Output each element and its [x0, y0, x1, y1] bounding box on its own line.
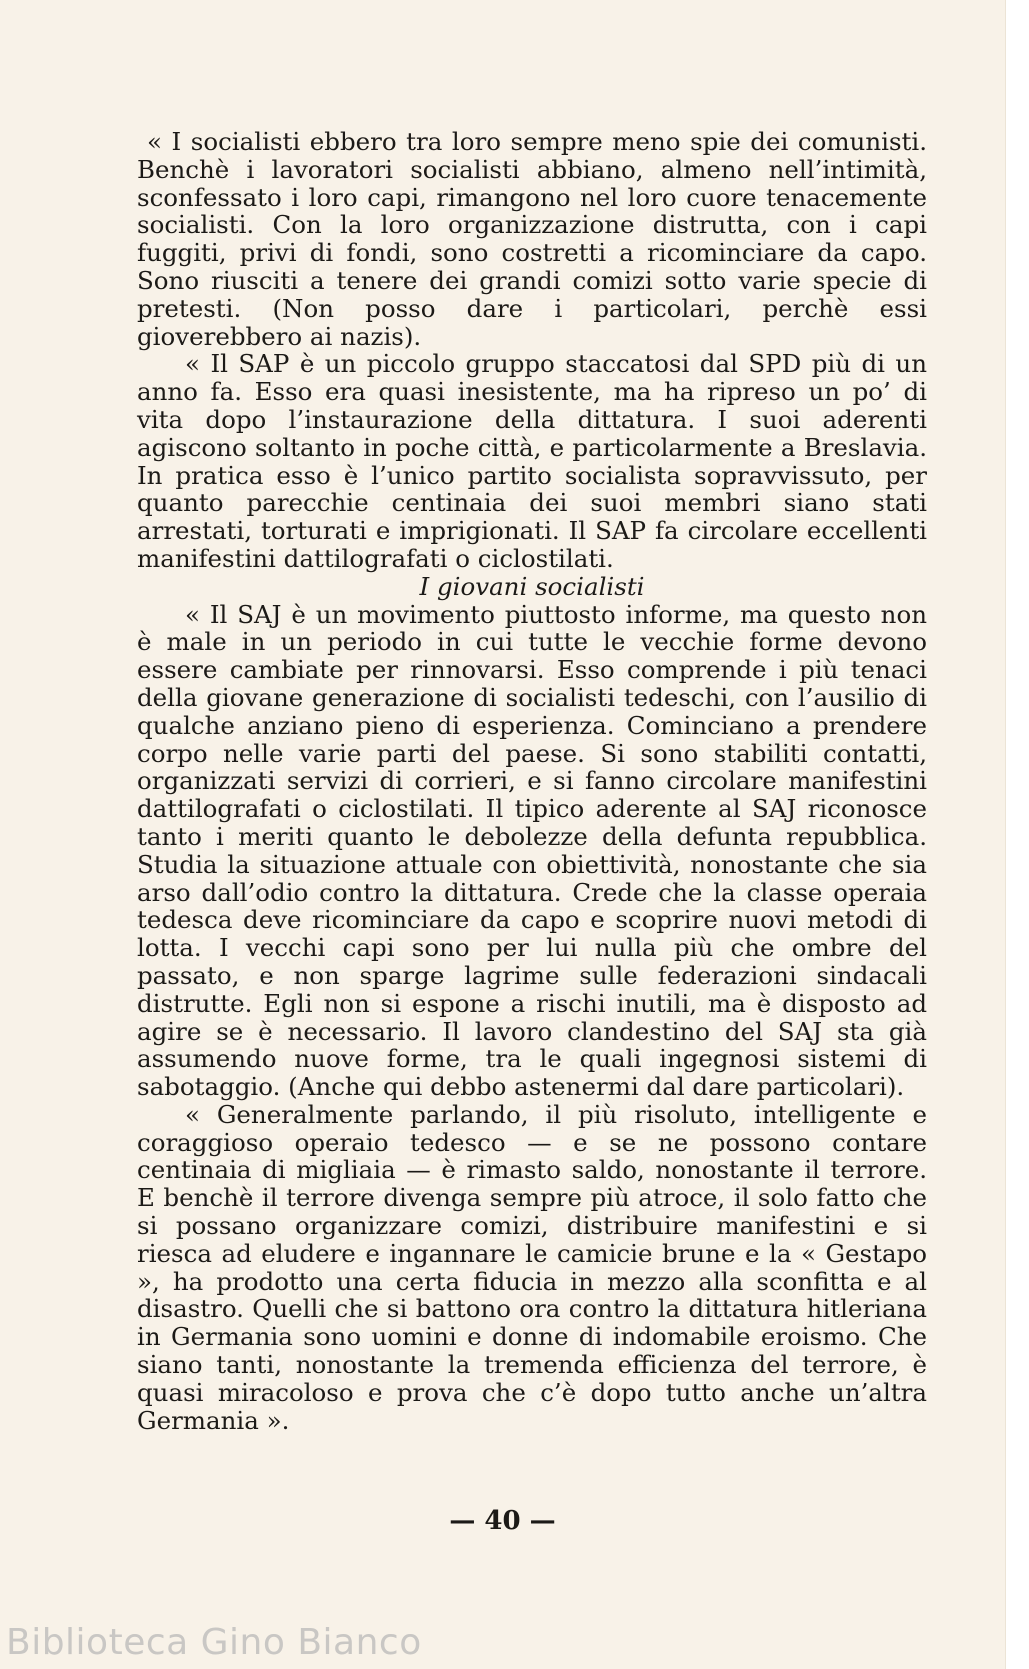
section-heading: I giovani socialisti [419, 571, 645, 601]
body-text [137, 128, 927, 1434]
paragraph-socialists-spies: « I socialisti ebbero tra loro sempre meno spie dei comunisti. Benchè i lavoratori socialisti abbiano, almeno nell’intimità, sconfessato i loro capi, rimangono nel loro cuore tenacemente socialisti. Con la loro organizzazione distrutta, con i capi fuggiti, privi di fondi, sono costretti a ricominciare da capo. Sono riusciti a tenere dei grandi comizi sotto varie specie di pretesti. (Non posso dare i particolari, perchè essi gioverebbero ai nazis). [137, 127, 927, 351]
library-watermark: Biblioteca Gino Bianco [6, 1622, 422, 1663]
paragraph-saj-movement: « Il SAJ è un movimento piuttosto informe, ma questo non è male in un periodo in cui tutte le vecchie forme devono essere cambiate per rinnovarsi. Esso comprende i più tenaci della giovane generazione di socialisti tedeschi, con l’ausilio di qualche anziano pieno di esperienza. Cominciano a prendere corpo nelle varie parti del paese. Si sono stabiliti contatti, organizzati servizi di corrieri, e si fanno circolare manifestini dattilografati o ciclostilati. Il tipico aderente al SAJ riconosce tanto i meriti quanto le debolezze della defunta repubblica. Studia la situazione attuale con obiettività, nonostante che sia arso dall’odio contro la dittatura. Crede che la classe operaia tedesca deve ricominciare da capo e scoprire nuovi metodi di lotta. I vecchi capi sono per lui nulla più che ombre del passato, e non sparge lagrime sulle federazioni sindacali distrutte. Egli non si espone a rischi inutili, ma è disposto ad agire se è necessario. Il lavoro clandestino del SAJ sta già assumendo nuove forme, tra le quali ingegnosi sistemi di sabotaggio. (Anche qui debbo astenermi dal dare particolari). [137, 599, 927, 1102]
paragraph-german-worker: « Generalmente parlando, il più risoluto, intelligente e coraggioso operaio tedesco — e se ne possono contare centinaia di migliaia — è rimasto saldo, nonostante il terrore. E benchè il terrore divenga sempre più atroce, il solo fatto che si possano organizzare comizi, distribuire manifestini e si riesca ad eludere e ingannare le camicie brune e la « Gestapo », ha prodotto una certa fiducia in mezzo alla sconfitta e al disastro. Quelli che si battono ora contro la dittatura hitleriana in Germania sono uomini e donne di indomabile eroismo. Che siano tanti, nonostante la tremenda efficienza del terrore, è quasi miracoloso e prova che c’è dopo tutto anche un’altra Germania ». [137, 1099, 927, 1435]
paragraph-sap-group: « Il SAP è un piccolo gruppo staccatosi dal SPD più di un anno fa. Esso era quasi inesistente, ma ha ripreso un po’ di vita dopo l’instaurazione della dittatura. I suoi aderenti agiscono soltanto in poche città, e particolarmente a Breslavia. In pratica esso è l’unico partito socialista sopravvissuto, per quanto parecchie centinaia dei suoi membri siano stati arrestati, torturati e imprigionati. Il SAP fa circolare eccellenti manifestini dattilografati o ciclostilati. [137, 349, 927, 573]
page-number: — 40 — [449, 1506, 556, 1536]
